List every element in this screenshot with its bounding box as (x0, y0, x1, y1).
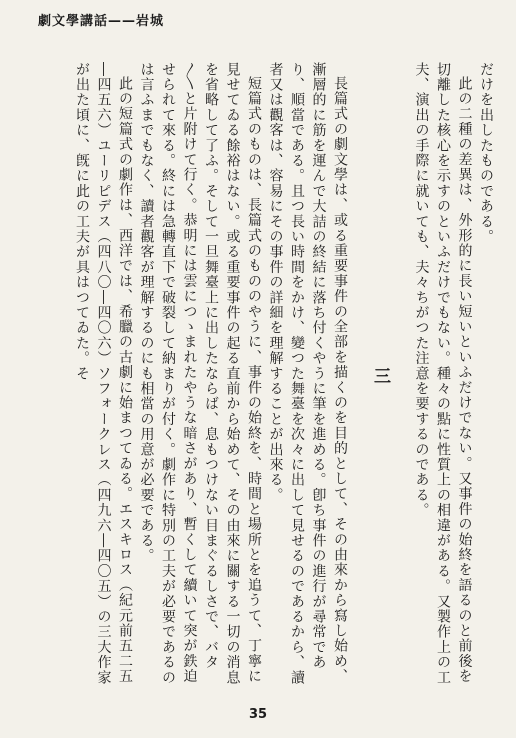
paragraph: 此の短篇式の劇作は、西洋では、希臘の古劇に始まつてゐる。エスキロス（紀元前五二五―四五六）ユーリピデス（四八〇―四〇六）ソフォークレス（四九六―四〇五）の三大作家が出た頃に、旣に此の工夫が具はつてゐた。そ (74, 62, 133, 686)
running-head: 劇文學講話——岩城 (38, 14, 165, 29)
paragraph: 此の二種の差異は、外形的に長い短いといふだけでない。又事件の始終を語るのと前後を切離した核心を示すのといふだけでもない。種々の點に性質上の相違がある。又製作上の工夫、演出の手際に就いても、夫々ちがつた注意を要するのである。 (413, 62, 473, 686)
page-number: 35 (248, 707, 268, 722)
paragraph: 短篇式のものは、長篇式のもののやうに、事件の始終を、時間と場所とを追うて、丁寧に見せてゐる餘裕はない。或る重要事件の起る直前から始めて、その由來に關する一切の消息を省略して了ふ。そして一旦舞臺上に出したならば、息もつけない目まぐるしさで、バタ〳〵と片附けて行く。恭明には雲につゝまれたやうな暗さがあり、暫くして續いて突が鉄迫せられて來る。終には急轉直下で破裂して納まりが付く。劇作に特別の工夫が必要であるのは言ふまでもなく、讀者觀客が理解するのにも相當の用意が必要である。 (138, 62, 262, 686)
body-text (36, 62, 496, 690)
paragraph: 長篇式の劇文學は、或る重要事件の全部を描くのを目的として、その由來から寫し始め、漸層的に筋を運んで大詰の終結に落ち付くやうに筆を進める。卽ち事件の進行が尋常であり、順當である。且つ長い時間をかけ、變つた舞臺を次々に出して見せるのであるから、讀者又は觀客は、容易にその事件の詳細を理解することが出來る。 (267, 62, 348, 686)
section-number: 三 (370, 366, 390, 386)
paragraph-continuation: だけを出したものである。 (478, 62, 494, 245)
